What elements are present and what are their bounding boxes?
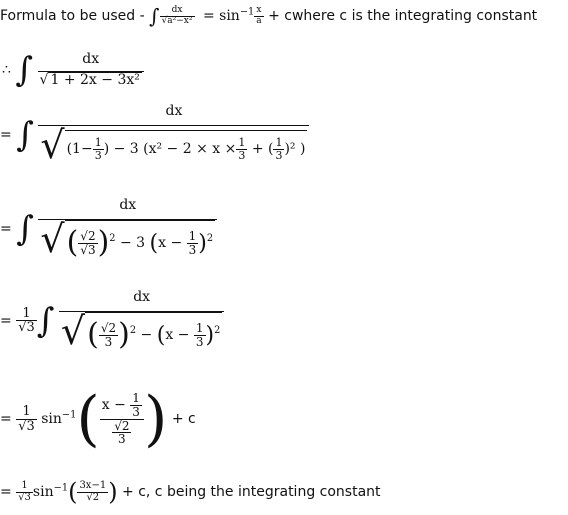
therefore-symbol: ∴ <box>2 62 11 78</box>
integral-sign: ∫ <box>16 114 34 155</box>
x-over-a: $\frac{x}{a}$ <box>256 5 262 26</box>
prefactor: $\frac{1}{√3}$ <box>18 403 35 434</box>
sin-text: = sin <box>202 8 240 24</box>
arcsin-argument: $\frac{3x-1}{√2}$ <box>79 480 107 503</box>
step-3 <box>0 290 224 352</box>
formula-suffix: where c is the integrating constant <box>291 8 538 24</box>
integrand-fraction: dx √ (1− $\frac{1}{3}$ ) − 3 (x² − 2 × x × $\frac{1}{3}$ + ( $\frac{1}{3}$ )² ) <box>38 104 309 166</box>
integrand-fraction: $\frac{dx}{\text{√ 1 + 2x − 3x²}}$ <box>38 52 144 87</box>
formula-label: Formula to be used - <box>0 8 150 24</box>
equals-sign: = <box>0 312 12 329</box>
integral-sign: ∫ <box>16 208 34 249</box>
prefactor: $\frac{1}{√3}$ <box>18 480 31 503</box>
sin-text: sin <box>32 484 54 500</box>
final-suffix: , c being the integrating constant <box>145 484 381 500</box>
equals-sign: = <box>0 220 12 237</box>
formula-line: Formula to be used - ∫ $\frac{dx}{\text{√a²−x²}}$ = $\sin^{-1}$ $\frac{x}{a}$ + cwhere c is the integrating constant <box>0 4 538 28</box>
sin-text: sin <box>41 411 62 427</box>
equals-sign: = <box>0 411 12 427</box>
arcsin-argument: x − $\frac{1}{3}$ $\frac{√2}{3}$ <box>100 392 144 445</box>
final-answer: = $\frac{1}{√3}$ $\sin^{-1}$( $\frac{3x-1}{√2}$ ) + c, c being the integrating constant <box>0 478 381 506</box>
equals-sign: = <box>0 484 12 500</box>
formula-fraction: $\frac{dx}{\text{√a²−x²}}$ <box>161 5 193 26</box>
step-1 <box>0 104 309 166</box>
integrand-fraction: dx √( $\frac{√2}{√3}$ )$^2$ − 3 (x − $\frac{1}{3}$ )$^2$ <box>38 198 217 260</box>
integrand-fraction: dx √( $\frac{√2}{3}$ )$^2$ − (x − $\frac{1}{3}$ )$^2$ <box>59 290 224 352</box>
integral-sign: ∫ <box>149 4 160 28</box>
prefactor: $\frac{1}{√3}$ <box>18 305 35 336</box>
equals-sign: = <box>0 126 12 143</box>
plus-c: + c <box>268 8 292 24</box>
integral-sign: ∫ <box>36 300 55 341</box>
plus-c: + c <box>122 484 146 500</box>
integral-sign: ∫ <box>15 50 34 90</box>
step-2 <box>0 198 217 260</box>
plus-c: + c <box>171 411 196 427</box>
step-4: = $\frac{1}{√3}$ $\sin^{-1}$( x − $\frac{1}{3}$ $\frac{√2}{3}$ ) + c <box>0 384 196 454</box>
step-therefore <box>0 50 144 90</box>
